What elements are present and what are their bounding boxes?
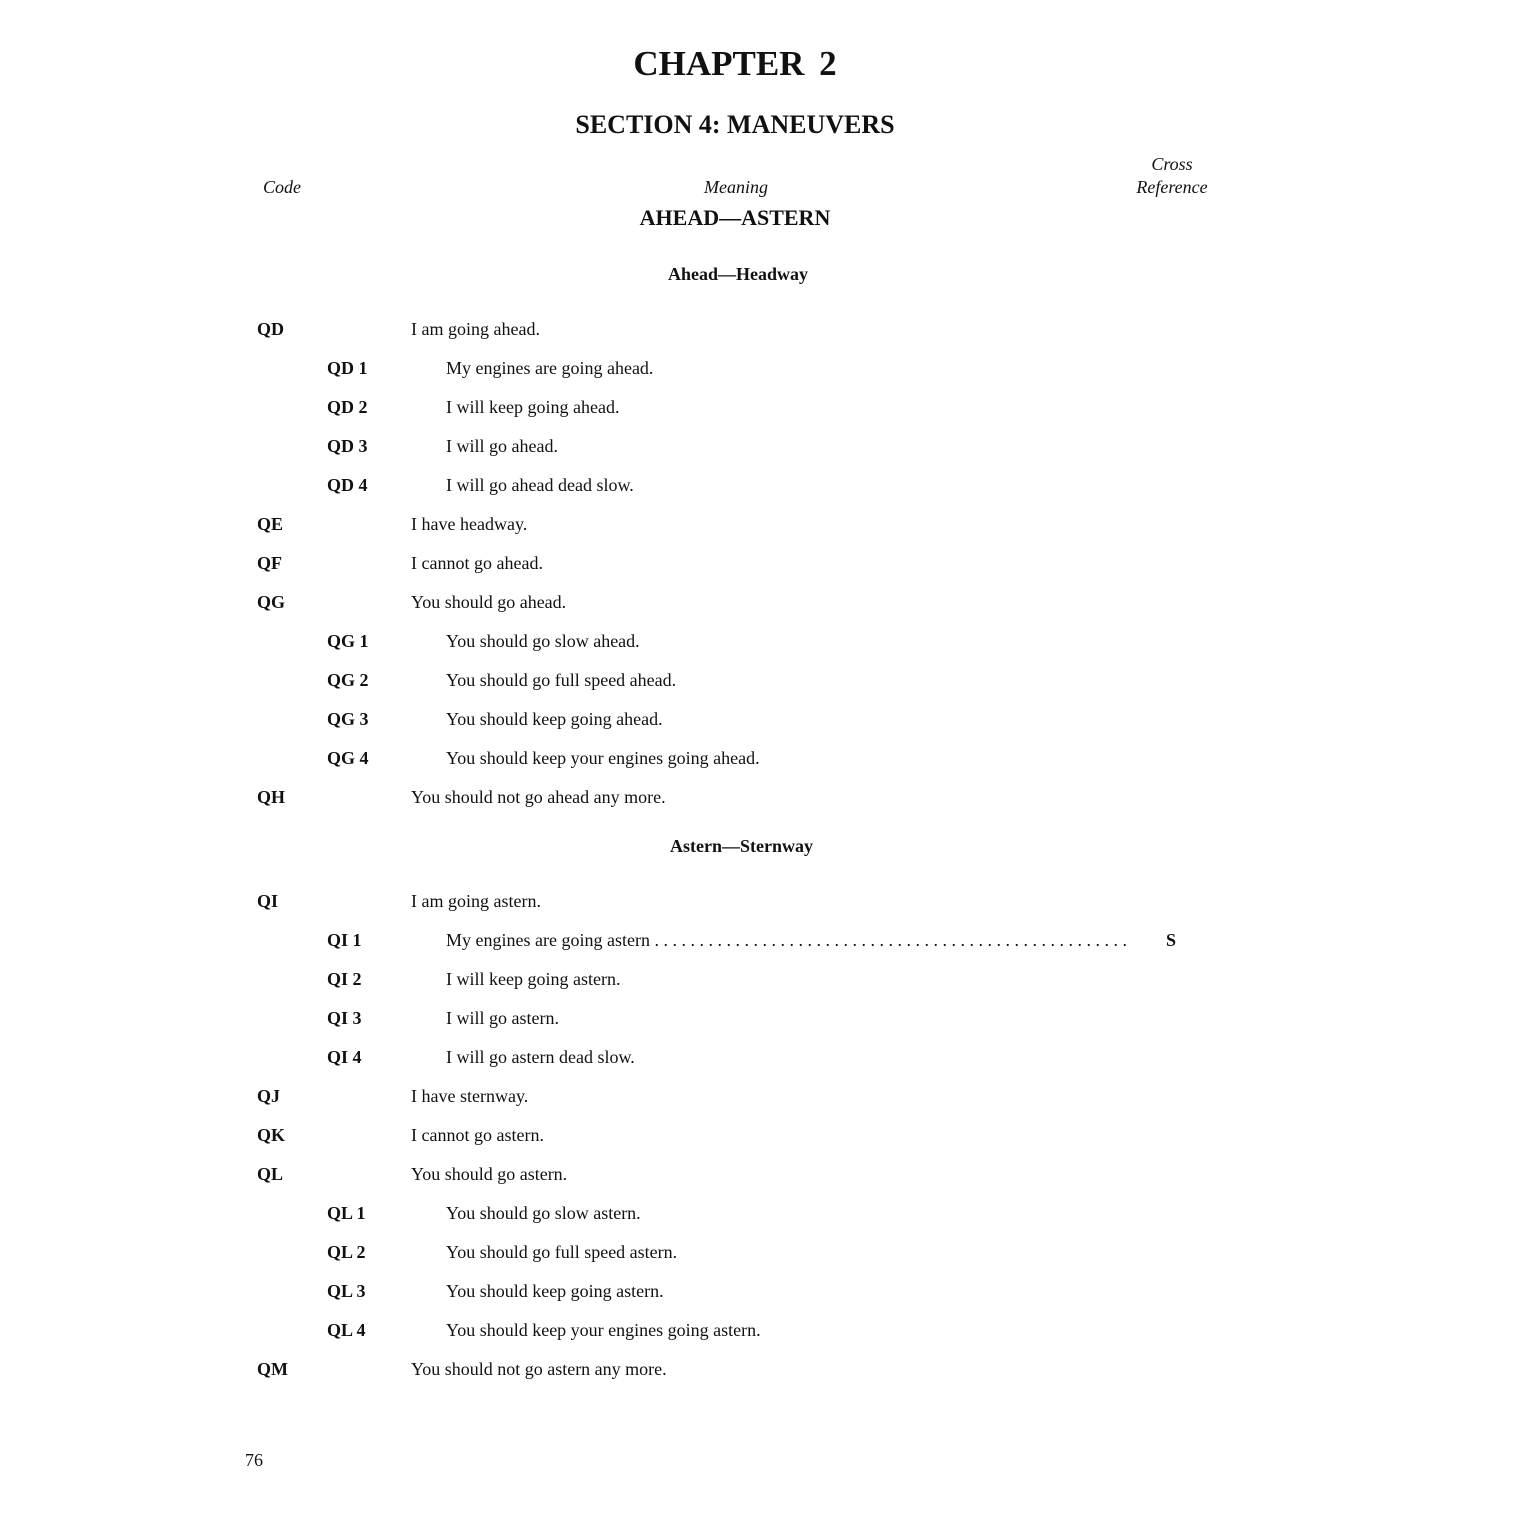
signal-meaning: You should go ahead. — [411, 592, 567, 612]
table-row — [0, 1125, 1540, 1149]
table-row — [0, 514, 1540, 538]
table-row — [0, 436, 1540, 460]
column-header-cross-line1: Cross — [1151, 154, 1193, 174]
table-row — [0, 1203, 1540, 1227]
signal-meaning: You should go slow ahead. — [446, 631, 640, 651]
table-row — [0, 553, 1540, 577]
signal-meaning: I will go ahead. — [446, 436, 558, 456]
signal-code: QG 4 — [327, 748, 369, 768]
signal-code: QD 4 — [327, 475, 368, 495]
table-row — [0, 709, 1540, 733]
subsection-heading-ahead: Ahead—Headway — [667, 264, 808, 284]
signal-meaning: My engines are going ahead. — [446, 358, 654, 378]
page-number: 76 — [245, 1450, 263, 1470]
table-row — [0, 475, 1540, 499]
table-row — [0, 1242, 1540, 1266]
chapter-title: CHAPTER 2 — [633, 44, 837, 83]
section-title: SECTION 4: MANEUVERS — [575, 110, 895, 139]
signal-code: QI 3 — [327, 1008, 362, 1028]
table-row — [0, 670, 1540, 694]
signal-code: QI — [257, 891, 279, 911]
signal-meaning: You should not go astern any more. — [411, 1359, 667, 1379]
signal-meaning: You should keep going ahead. — [446, 709, 663, 729]
signal-meaning: I have headway. — [411, 514, 528, 534]
signal-code: QD 2 — [327, 397, 368, 417]
table-row — [0, 1086, 1540, 1110]
signal-meaning: My engines are going astern . . . — [446, 930, 1132, 951]
signal-code: QG 1 — [327, 631, 369, 651]
table-row — [0, 787, 1540, 811]
signal-code: QE — [257, 514, 284, 534]
signal-code: QG 2 — [327, 670, 369, 690]
column-header-cross-reference — [1112, 153, 1232, 199]
table-row — [0, 397, 1540, 421]
signal-meaning: I cannot go ahead. — [411, 553, 543, 573]
signal-code: QD — [257, 319, 284, 339]
signal-code: QL 2 — [327, 1242, 366, 1262]
cross-reference: S — [1166, 930, 1177, 950]
signal-meaning: I will go ahead dead slow. — [446, 475, 634, 495]
signal-code: QL 4 — [327, 1320, 366, 1340]
signal-code: QD 1 — [327, 358, 368, 378]
table-row — [0, 1359, 1540, 1383]
table-row — [0, 930, 1540, 954]
signal-meaning: You should go astern. — [411, 1164, 568, 1184]
signal-code: QH — [257, 787, 286, 807]
signal-code: QF — [257, 553, 282, 573]
signal-code: QG — [257, 592, 286, 612]
topic-heading: AHEAD—ASTERN — [639, 205, 831, 230]
signal-meaning: You should go full speed astern. — [446, 1242, 678, 1262]
table-row — [0, 891, 1540, 915]
signal-code: QG 3 — [327, 709, 369, 729]
signal-code: QI 2 — [327, 969, 362, 989]
signal-meaning: You should keep your engines going ahead. — [446, 748, 760, 768]
signal-code: QI 1 — [327, 930, 362, 950]
table-row — [0, 748, 1540, 772]
signal-code: QD 3 — [327, 436, 368, 456]
signal-code: QK — [257, 1125, 286, 1145]
table-row — [0, 358, 1540, 382]
signal-meaning: You should go slow astern. — [446, 1203, 641, 1223]
signal-meaning: You should keep your engines going astern. — [446, 1320, 761, 1340]
signal-meaning: You should keep going astern. — [446, 1281, 664, 1301]
signal-meaning: I am going astern. — [411, 891, 541, 911]
column-header-code: Code — [263, 177, 301, 197]
signal-meaning: I will go astern. — [446, 1008, 559, 1028]
table-row — [0, 1164, 1540, 1188]
table-row — [0, 1008, 1540, 1032]
signal-code: QL — [257, 1164, 284, 1184]
signal-meaning: I cannot go astern. — [411, 1125, 544, 1145]
table-row — [0, 631, 1540, 655]
column-header-meaning: Meaning — [704, 177, 768, 197]
signal-code: QL 1 — [327, 1203, 366, 1223]
signal-meaning: I am going ahead. — [411, 319, 540, 339]
table-row — [0, 592, 1540, 616]
subsection-heading-astern: Astern—Sternway — [670, 836, 813, 856]
table-row — [0, 1281, 1540, 1305]
table-row — [0, 1320, 1540, 1344]
signal-meaning: I have sternway. — [411, 1086, 529, 1106]
signal-meaning: I will keep going astern. — [446, 969, 621, 989]
column-header-cross-line2: Reference — [1136, 177, 1208, 197]
signal-meaning: You should go full speed ahead. — [446, 670, 677, 690]
signal-code: QL 3 — [327, 1281, 366, 1301]
signal-meaning: I will go astern dead slow. — [446, 1047, 635, 1067]
table-row — [0, 1047, 1540, 1071]
table-row — [0, 969, 1540, 993]
signal-code: QJ — [257, 1086, 281, 1106]
signal-meaning: You should not go ahead any more. — [411, 787, 666, 807]
signal-meaning: I will keep going ahead. — [446, 397, 620, 417]
signal-code: QI 4 — [327, 1047, 362, 1067]
table-row — [0, 319, 1540, 343]
signal-code: QM — [257, 1359, 288, 1379]
